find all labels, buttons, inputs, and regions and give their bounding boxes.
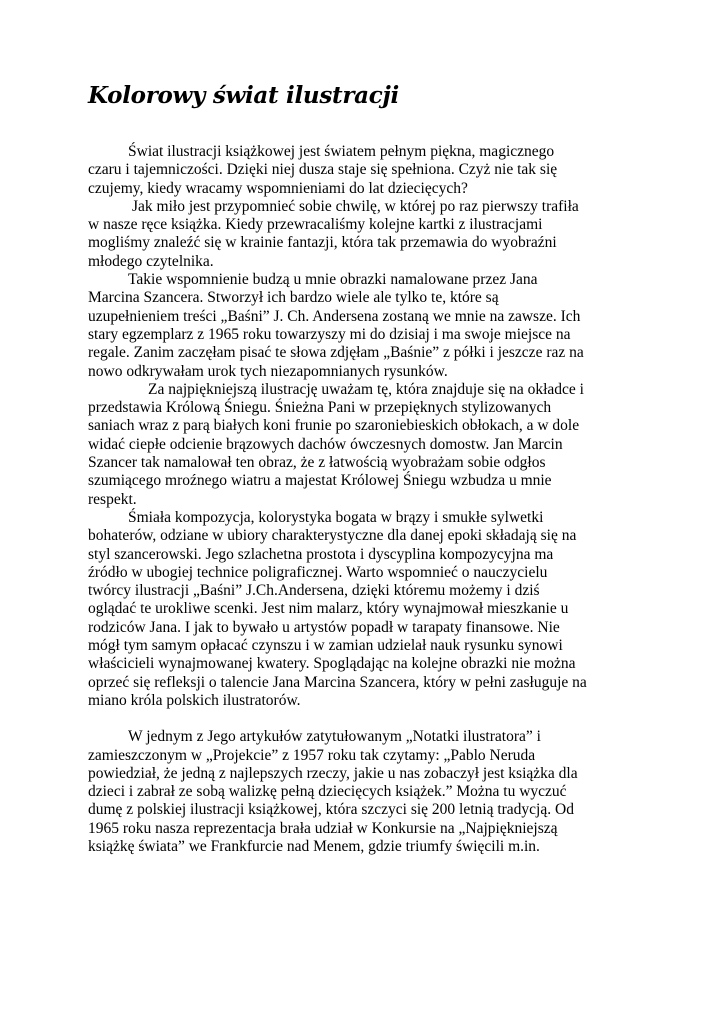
text-line: Śmiała kompozycja, kolorystyka bogata w brązy i smukłe sylwetki — [128, 508, 544, 526]
text-line: widać ciepłe odcienie brązowych dachów ówczesnych domostw. Jan Marcin — [88, 435, 563, 453]
text-line: czujemy, kiedy wracamy wspomnieniami do lat dziecięcych? — [88, 179, 468, 197]
text-line: Marcina Szancera. Stworzył ich bardzo wiele ale tylko te, które są — [88, 289, 499, 307]
text-line: młodego czytelnika. — [88, 252, 214, 270]
text-line: miano króla polskich ilustratorów. — [88, 691, 301, 709]
text-line: przedstawia Królową Śniegu. Śnieżna Pani w przepięknych stylizowanych — [88, 399, 552, 417]
text-line: respekt. — [88, 490, 137, 508]
text-line: Jak miło jest przypomnieć sobie chwilę, w której po raz pierwszy trafiła — [132, 197, 579, 215]
text-line: źródło w ubogiej technice poligraficznej. Warto wspomnieć o nauczycielu — [88, 563, 548, 581]
text-line: uzupełnieniem treści „Baśni” J. Ch. Andersena zostaną we mnie na zawsze. Ich — [88, 307, 581, 325]
text-line: Takie wspomnienie budzą u mnie obrazki namalowane przez Jana — [128, 271, 538, 289]
text-line: powiedział, że jedną z najlepszych rzeczy, jakie u nas zobaczył jest książka dla — [88, 764, 578, 782]
paragraph-gap — [88, 710, 648, 728]
text-line: Szancer tak namalował ten obraz, że z łatwością wyobrażam sobie odgłos — [88, 454, 546, 472]
text-line: czaru i tajemniczości. Dzięki niej dusza staje się spełniona. Czyż nie tak się — [88, 161, 558, 179]
text-line: stary egzemplarz z 1965 roku towarzyszy mi do dzisiaj i ma swoje miejsce na — [88, 325, 571, 343]
text-line: szumiącego mroźnego wiatru a majestat Królowej Śniegu wzbudza u mnie — [88, 472, 552, 490]
text-line: zamieszczonym w „Projekcie” z 1957 roku tak czytamy: „Pablo Neruda — [88, 746, 536, 764]
text-line: saniach wraz z parą białych koni frunie po szaroniebieskich obłokach, a w dole — [88, 417, 580, 435]
document-page — [88, 82, 648, 856]
document-title: Kolorowy świat ilustracji — [88, 82, 399, 109]
text-line: nowo odkrywałam urok tych niezapomnianych rysunków. — [88, 362, 448, 380]
text-line: dzieci i zabrał ze sobą walizkę pełną dziecięcych książek.” Można tu wyczuć — [88, 783, 567, 801]
text-line: 1965 roku nasza reprezentacja brała udział w Konkursie na „Najpiękniejszą — [88, 819, 558, 837]
text-line: oglądać te urokliwe scenki. Jest nim malarz, który wynajmował mieszkanie u — [88, 600, 569, 618]
text-line: mogliśmy znaleźć się w krainie fantazji, która tak przemawia do wyobraźni — [88, 234, 557, 252]
text-line: Świat ilustracji książkowej jest światem pełnym piękna, magicznego — [128, 143, 555, 160]
text-line: twórcy ilustracji „Baśni” J.Ch.Andersena, dzięki któremu możemy i dziś — [88, 582, 540, 600]
text-line: bohaterów, odziane w ubiory charakterystyczne dla danej epoki składają się na — [88, 527, 577, 545]
document-body — [88, 143, 648, 856]
text-line: rodziców Jana. I jak to bywało u artystów popadł w tarapaty finansowe. Nie — [88, 618, 560, 636]
text-line: W jednym z Jego artykułów zatytułowanym „Notatki ilustratora” i — [128, 728, 541, 746]
text-line: regale. Zanim zaczęłam pisać te słowa zdjęłam „Baśnie” z półki i jeszcze raz na — [88, 344, 584, 362]
text-line: oprzeć się refleksji o talencie Jana Marcina Szancera, który w pełni zasługuje na — [88, 673, 587, 691]
text-line: Za najpiękniejszą ilustrację uważam tę, która znajduje się na okładce i — [148, 380, 584, 398]
text-line: w nasze ręce książka. Kiedy przewracaliśmy kolejne kartki z ilustracjami — [88, 216, 543, 234]
text-line: właścicieli wynajmowanej kwatery. Spoglądając na kolejne obrazki nie można — [88, 655, 576, 673]
text-line: książkę świata” we Frankfurcie nad Menem, gdzie triumfy święcili m.in. — [88, 837, 540, 855]
text-line: mógł tym samym opłacać czynszu i w zamian udzielał nauk rysunku synowi — [88, 637, 563, 655]
text-line: styl szancerowski. Jego szlachetna prostota i dyscyplina kompozycyjna ma — [88, 545, 554, 563]
text-line: dumę z polskiej ilustracji książkowej, która szczyci się 200 letnią tradycją. Od — [88, 801, 574, 819]
